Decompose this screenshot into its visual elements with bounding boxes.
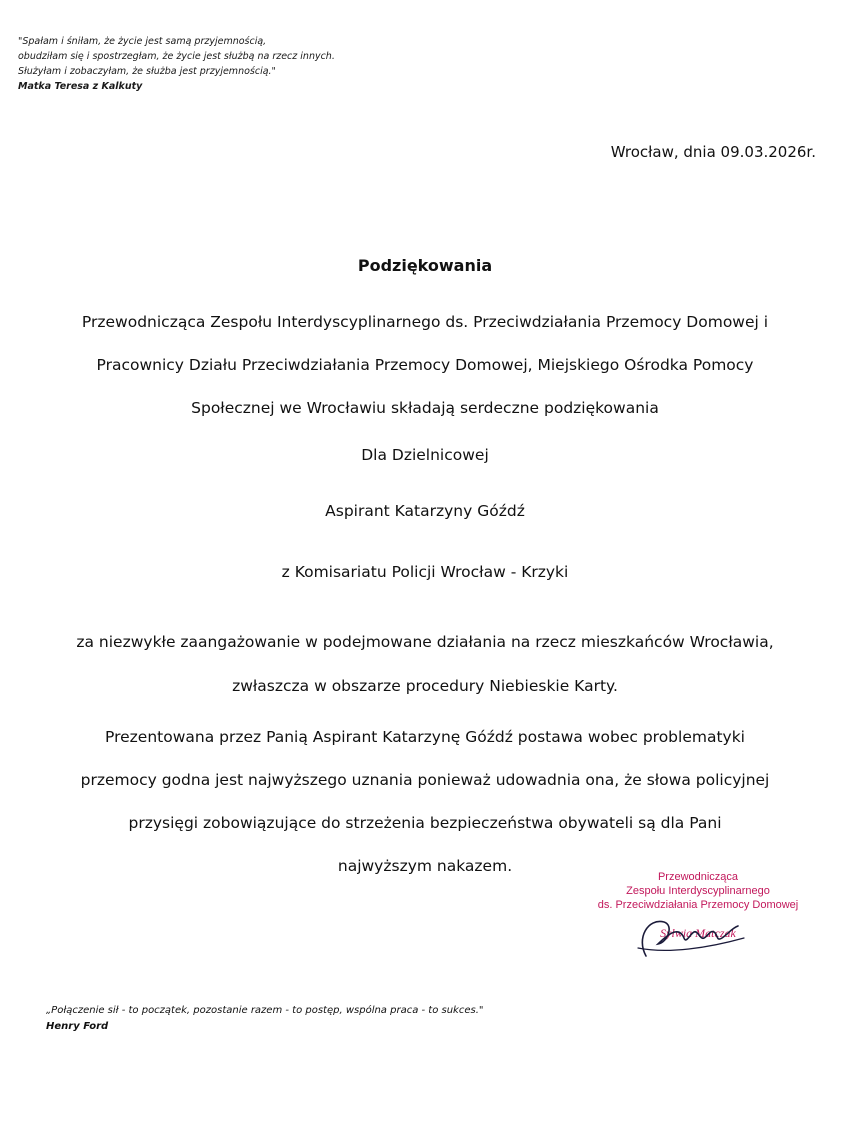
intro-paragraph [0, 301, 850, 430]
handwritten-signature [628, 908, 748, 968]
place-and-date: Wrocław, dnia 09.03.2026r. [610, 143, 816, 161]
closing-quote-text: „Połączenie sił - to początek, pozostanie razem - to postęp, wspólna praca - to sukces." [46, 1005, 484, 1016]
closing-quote [46, 1003, 484, 1035]
praise-line: Prezentowana przez Panią Aspirant Katarzynę Góźdź postawa wobec problematyki [105, 728, 745, 746]
reason-paragraph [0, 620, 850, 708]
reason-line: za niezwykłe zaangażowanie w podejmowane działania na rzecz mieszkańców Wrocławia, [76, 633, 774, 651]
epigraph-quote [18, 34, 335, 94]
recipient-name: Aspirant Katarzyny Góźdź [325, 502, 525, 520]
praise-line: przemocy godna jest najwyższego uznania ponieważ udowadnia ona, że słowa policyjnej [80, 771, 770, 789]
stamp-line: Przewodnicząca [657, 871, 739, 883]
epigraph-line: Służyłam i zobaczyłam, że służba jest przyjemnością." [18, 66, 276, 77]
epigraph-line: "Spałam i śniłam, że życie jest samą przyjemnością, [18, 36, 267, 47]
recipient-unit: z Komisariatu Policji Wrocław - Krzyki [281, 563, 569, 581]
epigraph-author: Matka Teresa z Kalkuty [18, 81, 143, 92]
epigraph-line: obudziłam się i spostrzegłam, że życie jest służbą na rzecz innych. [18, 51, 335, 62]
recipient-role: Dla Dzielnicowej [361, 446, 489, 464]
praise-line: najwyższym nakazem. [337, 857, 513, 875]
intro-line: Pracownicy Działu Przeciwdziałania Przemocy Domowej, Miejskiego Ośrodka Pomocy [96, 356, 754, 374]
letter-title: Podziękowania [357, 256, 493, 275]
stamp-line: Zespołu Interdyscyplinarnego [626, 885, 770, 897]
intro-line: Społecznej we Wrocławiu składają serdeczne podziękowania [191, 399, 659, 417]
intro-line: Przewodnicząca Zespołu Interdyscyplinarnego ds. Przeciwdziałania Przemocy Domowej i [81, 313, 769, 331]
closing-quote-author: Henry Ford [46, 1021, 109, 1032]
stamp-line: ds. Przeciwdziałania Przemocy Domowej [597, 899, 799, 911]
praise-line: przysięgi zobowiązujące do strzeżenia bezpieczeństwa obywateli są dla Pani [128, 814, 722, 832]
praise-paragraph [0, 716, 850, 888]
stamp-signatory-name: Sylwia Matczak [660, 926, 736, 940]
reason-line: zwłaszcza w obszarze procedury Niebieskie Karty. [232, 677, 618, 695]
